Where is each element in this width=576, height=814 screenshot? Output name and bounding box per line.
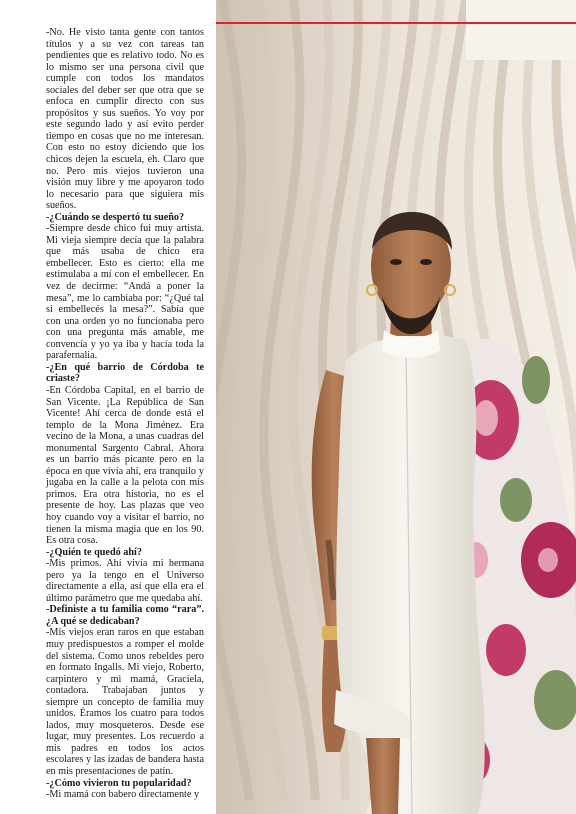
answer-paragraph: -Mis primos. Ahí vivía mi hermana pero ya la tengo en el Universo directamente a ella, así que ella era el último parámetro que me quedaba ahí. xyxy=(46,558,204,604)
answer-paragraph: -En Córdoba Capital, en el barrio de San Vicente. ¡La República de San Vicente! Ahí cerca de donde está el templo de la Mona Jiménez. Era vecino de la Mona, a unas cuadras del monumental Sargento Cabral. Ahora es un barrio más picante pero en la época en que vivía ahí, era tranquilo y jugaba en la calle a la pelota con mis primos. Era otra historia, no es el presente de hoy. Las plazas que veo hoy cuando voy a visitar el barrio, no tienen la misma magia que en los 90. Es otra cosa. xyxy=(46,384,204,547)
answer-paragraph: -No. He visto tanta gente con tantos títulos y a su vez con tareas tan pendientes que es relativo todo. No es lo mismo ser una persona civil que cumple con todos los mandatos sociales del deber ser que otra que se enfoca en cumplir directo con sus propósitos y sus sueños. Yo voy por este segundo lado y así evito perder tiempo en cosas que no me interesan. Con esto no estoy diciendo que los chicos dejen la escuela, eh. Claro que no. Pero mis viejos tuvieron una visión muy libre y me apoyaron todo lo necesario para que siguiera mis sueños. xyxy=(46,27,204,212)
ceiling-light xyxy=(466,0,576,60)
question-heading: -¿Cómo vivieron tu popularidad? xyxy=(46,777,192,789)
article-column xyxy=(46,27,204,801)
question-heading: -Definiste a tu familia como “rara”. ¿A qué se dedicaban? xyxy=(46,604,204,627)
right-eye xyxy=(420,259,432,265)
top-red-rule xyxy=(216,22,576,24)
question-heading: -¿Cuándo se despertó tu sueño? xyxy=(46,211,185,223)
portrait-illustration xyxy=(216,0,576,814)
portrait-photo xyxy=(216,0,576,814)
left-eye xyxy=(390,259,402,265)
leg xyxy=(366,738,400,814)
answer-paragraph: -Mis viejos eran raros en que estaban muy predispuestos a romper el molde del sistema. Como unos rebeldes pero en formato Ingalls. Mi viejo, Roberto, carpintero y mi mamá, Graciela, contadora. Trabajaban juntos y siempre un concepto de familia muy unidos. Éramos los cuatro para todos lados, muy mosqueteros. Desde ese lugar, muy presentes. Los recuerdo a mis padres en todos los actos escolares y las izadas de bandera hasta en mis presentaciones de patín. xyxy=(46,627,204,777)
answer-paragraph: -Siempre desde chico fui muy artista. Mi vieja siempre decía que la palabra que más usaba de chico era embellecer. Esto es cierto: ella me estimulaba a mí con el embellecer. En vez de decirme: “Andá a poner la mesa”, me lo cambiaba por: “¿Qué tal si embellecés la mesa?”. Sabía que con una orden yo no funcionaba pero con una pregunta más amable, me convencía y yo ya iba y hacía toda la parafernalia. xyxy=(46,223,204,362)
question-heading: -¿Quién te quedó ahí? xyxy=(46,546,142,558)
answer-paragraph: -Mi mamá con babero directamente y xyxy=(46,789,200,801)
question-heading: -¿En qué barrio de Córdoba te criaste? xyxy=(46,361,204,385)
